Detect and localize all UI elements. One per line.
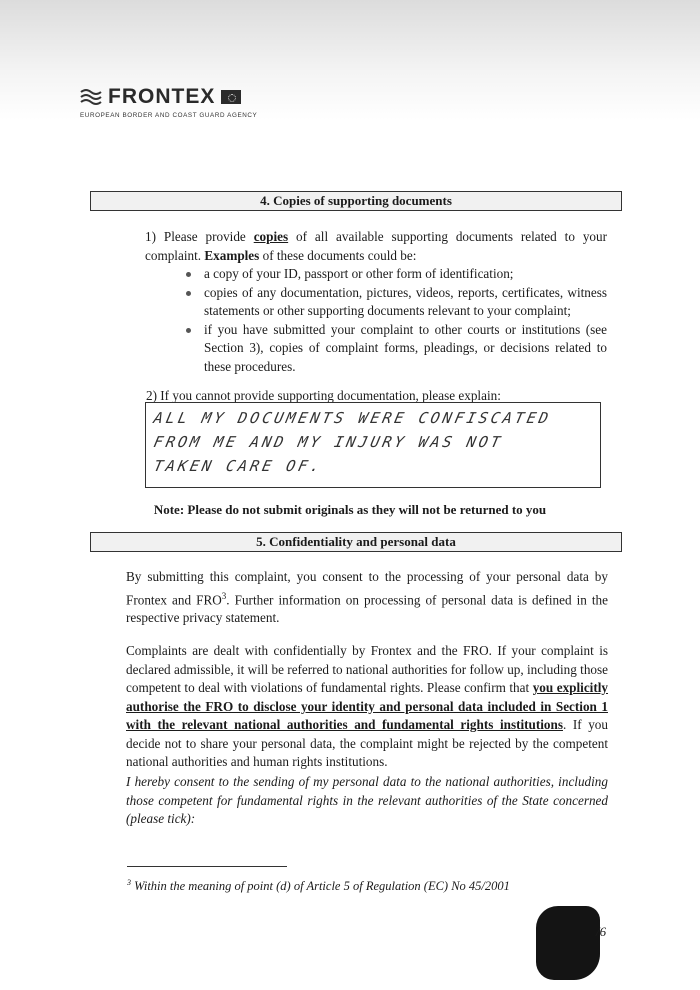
handwritten-line: FROM ME AND MY INJURY WAS NOT [152,433,505,451]
logo-subtitle: EUROPEAN BORDER AND COAST GUARD AGENCY [80,112,258,119]
logo-wordmark: FRONTEX [108,85,216,108]
footnote: $^3$ Within the meaning of point (d) of Article 5 of Regulation (EC) No 45/2001 [127,878,510,894]
footnote-divider [127,866,287,867]
handwritten-line: TAKEN CARE OF. [152,457,325,475]
list-item: if you have submitted your complaint to other courts or institutions (see Section 3), copies of complaint forms, pleadings, or decisions related to these procedures. [184,321,607,377]
frontex-waves-icon [80,87,102,107]
consent-statement: I hereby consent to the sending of my personal data to the national authorities, including those competent for fundamental rights in the relevant authorities of the State concerned (please tick): [126,774,608,826]
consent-paragraph: By submitting this complaint, you consent to the processing of your personal data by Frontex and FRO$^3$. Further information on processing of personal data is defined in the respective privacy statement. [126,569,608,626]
handwritten-explanation-box [145,402,601,488]
section-4-heading: 4. Copies of supporting documents [90,191,622,211]
list-item: a copy of your ID, passport or other form of identification; [184,265,607,284]
page-number: /6 [596,924,607,939]
originals-note: Note: Please do not submit originals as they will not be returned to you [153,502,547,517]
item-1-paragraph: 1) Please provide copies of all available supporting documents related to your complaint. Examples of these documents could be: [145,229,607,263]
examples-list [184,265,607,376]
redaction-mark [536,906,600,980]
item-2-prompt: 2) If you cannot provide supporting documentation, please explain: [146,388,501,403]
confidentiality-paragraph: Complaints are dealt with confidentially by Frontex and the FRO. If your complaint is declared admissible, it will be referred to national authorities for follow up, including those competent to deal with violations of fundamental rights. Please confirm that you explicitly authorise the FRO to disclose your identity and personal data included in Section 1 with the relevant national authorities and fundamental rights institutions. If you decide not to share your personal data, the complaint might be rejected by the competent national authorities and human rights institutions. [126,643,608,769]
eu-flag-icon [221,90,241,104]
section-5-heading: 5. Confidentiality and personal data [90,532,622,552]
handwritten-line: ALL MY DOCUMENTS WERE CONFISCATED [152,409,553,427]
list-item: copies of any documentation, pictures, videos, reports, certificates, witness statements or other supporting documents relevant to your complaint; [184,284,607,321]
frontex-logo [80,85,257,119]
